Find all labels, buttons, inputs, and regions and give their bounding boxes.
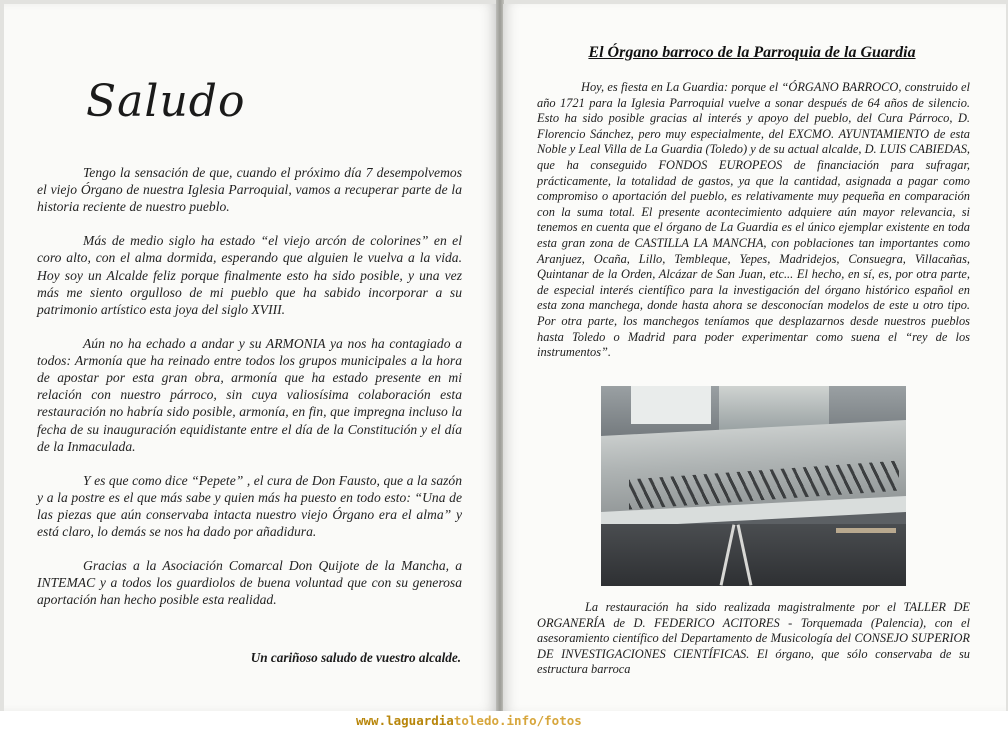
left-paragraph: Tengo la sensación de que, cuando el próximo día 7 desempolvemos el viejo Órgano de nuestra Iglesia Parroquial, vamos a recuperar parte de la historia reciente de nuestro pueblo. (37, 165, 462, 215)
left-paragraph: Gracias a la Asociación Comarcal Don Quijote de la Mancha, a INTEMAC y a todos los guardiolos de buena voluntad que con su generosa aportación han hecho posible esta realidad. (37, 557, 462, 608)
photo-trestle (836, 528, 896, 586)
left-paragraph: Más de medio siglo ha estado “el viejo arcón de colorines” en el coro alto, con el alma dormida, esperando que alguien le vuelva a la vida. Hoy soy un Alcalde feliz porque finalmente esto ha sido posible, y una vez más me siento orgulloso de mi pueblo que ha sabido incorporar a su patrimonio artístico esta joya del siglo XVIII. (37, 233, 462, 317)
photo-window (719, 386, 829, 430)
article-title: El Órgano barroco de la Parroquia de la Guardia (588, 44, 916, 61)
photo-window (631, 386, 711, 424)
organ-photo (601, 386, 906, 586)
photo-caption (537, 600, 970, 678)
saludo-title: Saludo (86, 76, 246, 127)
right-page (503, 4, 1006, 711)
article-body (537, 80, 970, 361)
article-paragraph: Hoy, es fiesta en La Guardia: porque el “ÓRGANO BARROCO, construido el año 1721 para la Iglesia Parroquial vuelve a sonar después de 64 años de silencio. Esto ha sido posible gracias al interés y apoyo del pueblo, del Cura Párroco, D. Florencio Sánchez, pero muy especialmente, del EXCMO. AYUNTAMIENTO de esta Noble y Leal Villa de La Guardia (Toledo) y de su actual alcalde, D. LUIS CABIEDAS, que ha conseguido FONDOS EUROPEOS de financiación para sufragar, prácticamente, la totalidad de gastos, ya que la cantidad, asignada a pagar como compromiso o aportación del pueblo, es relativamente muy pequeña en comparación con la suma total. El presente acontecimiento adquiere aún mayor relevancia, si tenemos en cuenta que el órgano de La Guardia es el único ejemplar existente en toda esta gran zona de CASTILLA LA MANCHA, con poblaciones tan importantes como Aranjuez, Ocaña, Lillo, Tembleque, Yepes, Madridejos, Consuegra, Villacañas, Quintanar de la Orden, Alcázar de San Juan, etc... El hecho, en sí, es, por otra parte, de especial interés científico para la investigación del órgano histórico español en esta zona manchega, donde hasta ahora se desconocían modelos de este u otro tipo. Por otra parte, los manchegos teníamos que desplazarnos desde nuestros pueblos hasta Toledo o Madrid para poder experimentar como suena el “rey de los instrumentos”. (537, 80, 970, 360)
caption-paragraph: La restauración ha sido realizada magistralmente por el TALLER DE ORGANERÍA de D. FEDERICO ACITORES - Torquemada (Palencia), con el asesoramiento científico del Departamento de Musicología del CONSEJO SUPERIOR DE INVESTIGACIONES CIENTÍFICAS. El órgano, que sólo conservaba de su estructura barroca (537, 600, 970, 677)
watermark-part: toledo.info/fotos (453, 713, 582, 728)
left-page-body (37, 164, 462, 625)
closing-signature: Un cariñoso saludo de vuestro alcalde. (250, 650, 461, 665)
site-watermark[interactable] (356, 713, 582, 728)
left-page (4, 4, 497, 711)
left-paragraph: Y es que como dice “Pepete” , el cura de Don Fausto, que a la sazón y a la postre es el que más sabe y quien más ha puesto en todo esto: “Una de las piezas que aún conservaba intacta nuestro viejo Órgano era el alma” y está claro, lo demás se nos ha dado por añadidura. (37, 472, 462, 540)
left-paragraph: Aún no ha echado a andar y su ARMONIA ya nos ha contagiado a todos: Armonía que ha reinado entre todos los grupos municipales a la hora de apostar por esta gran obra, armonía que ha estado presente en mi relación con nuestro párroco, sin cuya valiosísima colaboración esta restauración no habría sido posible, armonía, en fin, que impregna incluso la fecha de su inauguración equidistante entre el día de la Constitución y el día de la Inmaculada. (37, 335, 462, 454)
watermark-part: www.laguardia (356, 713, 454, 728)
